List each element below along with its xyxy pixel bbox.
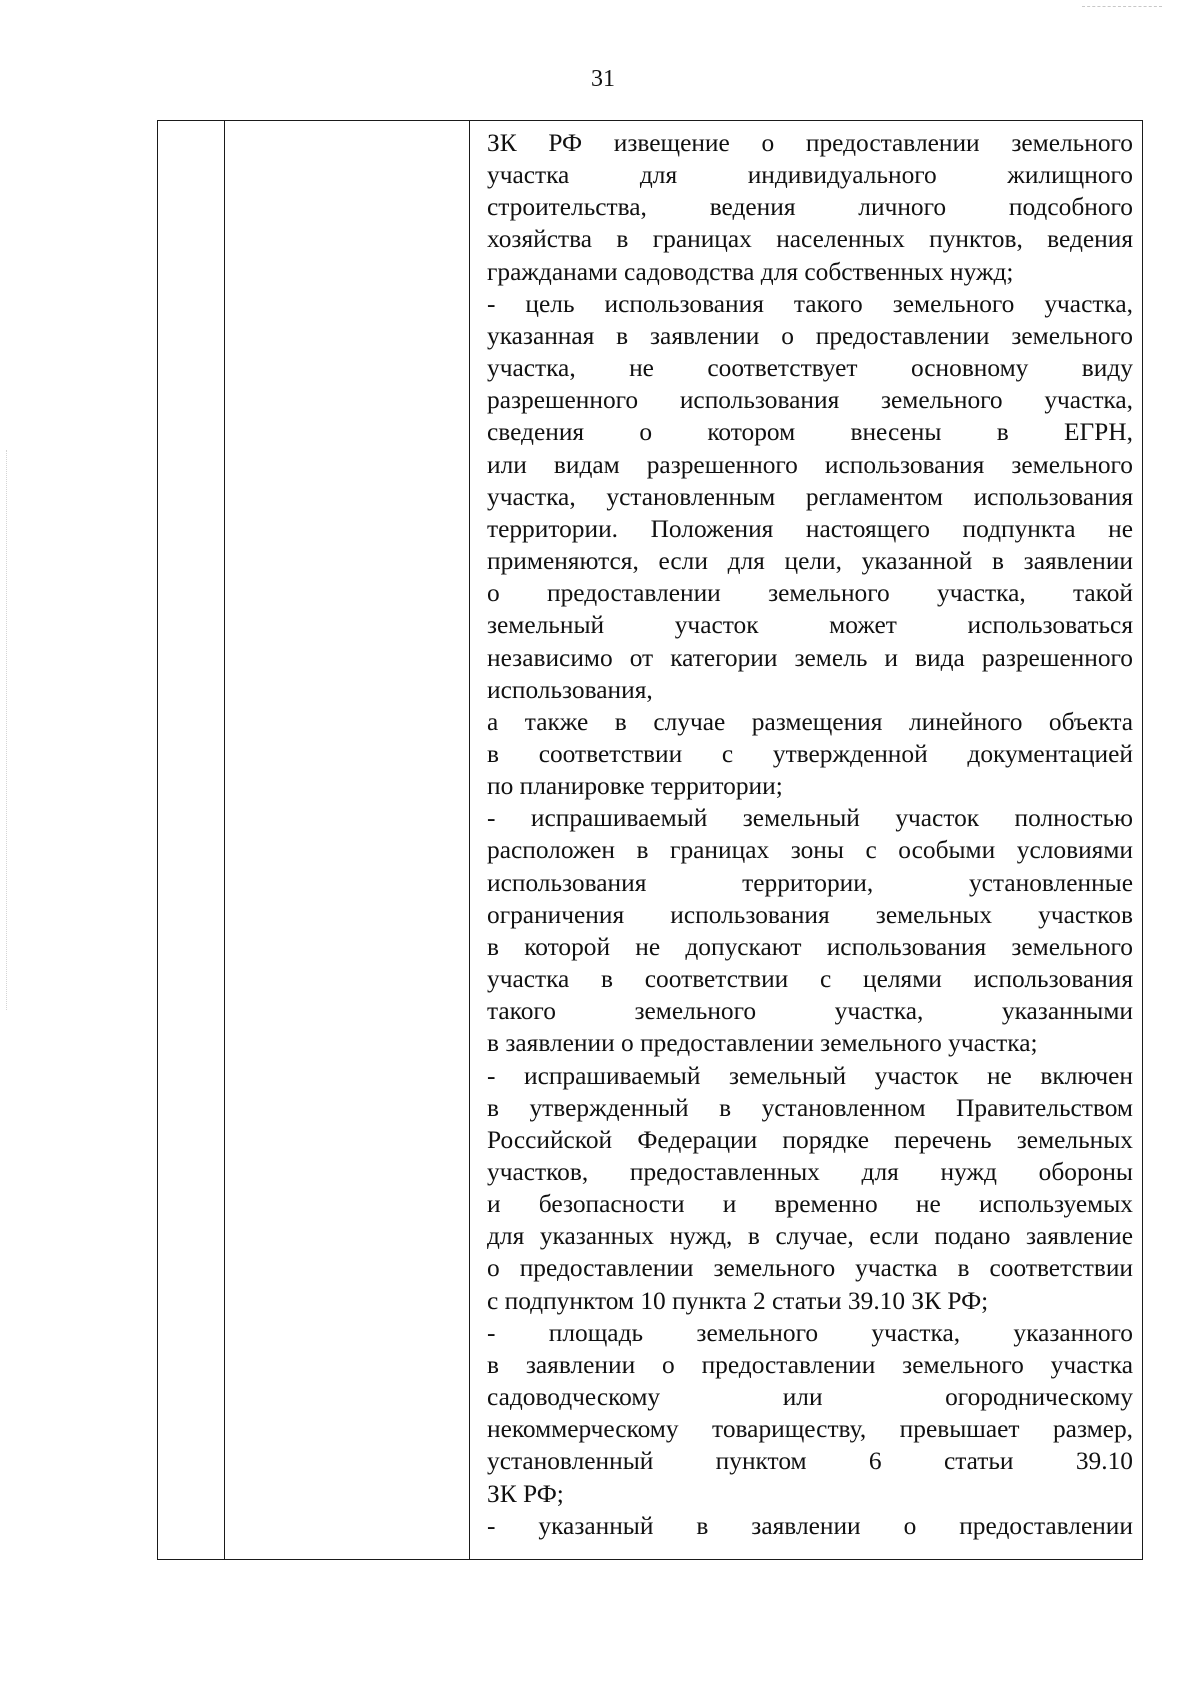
text-line: строительства, ведения личного подсобного xyxy=(487,193,1133,222)
text-line: - указанный в заявлении о предоставлении xyxy=(487,1511,1133,1540)
text-line: участка, не соответствует основному виду xyxy=(487,354,1133,383)
text-line: такого земельного участка, указанными xyxy=(487,997,1133,1026)
text-line: земельный участок может использоваться xyxy=(487,611,1133,640)
text-line: независимо от категории земель и вида разрешенного xyxy=(487,643,1133,672)
text-line: садоводческому или огородническому xyxy=(487,1383,1133,1412)
text-line: о предоставлении земельного участка в соответствии xyxy=(487,1254,1133,1283)
text-line: в утвержденный в установленном Правительством xyxy=(487,1093,1133,1122)
text-line: по планировке территории; xyxy=(487,772,783,801)
text-line: в которой не допускают использования земельного xyxy=(487,932,1133,961)
text-line: использования территории, установленные xyxy=(487,868,1133,897)
text-line: о предоставлении земельного участка, такой xyxy=(487,579,1133,608)
text-line: в соответствии с утвержденной документацией xyxy=(487,739,1133,768)
text-line: - площадь земельного участка, указанного xyxy=(487,1318,1133,1347)
text-line: или видам разрешенного использования земельного xyxy=(487,450,1133,479)
text-line: в заявлении о предоставлении земельного участка xyxy=(487,1350,1133,1379)
text-line: и безопасности и временно не используемых xyxy=(487,1190,1133,1219)
table-cell-text xyxy=(487,127,1133,1542)
text-line: хозяйства в границах населенных пунктов, ведения xyxy=(487,225,1133,254)
column-divider xyxy=(224,121,225,1559)
text-line: - испрашиваемый земельный участок не включен xyxy=(487,1061,1133,1090)
text-line: применяются, если для цели, указанной в заявлении xyxy=(487,547,1133,576)
text-line: участка для индивидуального жилищного xyxy=(487,161,1133,190)
text-line: для указанных нужд, в случае, если подано заявление xyxy=(487,1222,1133,1251)
text-line: ограничения использования земельных участков xyxy=(487,900,1133,929)
text-line: гражданами садоводства для собственных нужд; xyxy=(487,257,1014,286)
text-line: в заявлении о предоставлении земельного участка; xyxy=(487,1029,1038,1058)
text-line: участка в соответствии с целями использования xyxy=(487,965,1133,994)
text-line: - испрашиваемый земельный участок полностью xyxy=(487,804,1133,833)
text-line: с подпунктом 10 пункта 2 статьи 39.10 ЗК РФ; xyxy=(487,1286,989,1315)
text-line: установленный пунктом 6 статьи 39.10 xyxy=(487,1447,1133,1476)
text-line: некоммерческому товариществу, превышает размер, xyxy=(487,1415,1133,1444)
text-line: разрешенного использования земельного участка, xyxy=(487,386,1133,415)
text-line: ЗК РФ; xyxy=(487,1479,564,1508)
text-line: а также в случае размещения линейного объекта xyxy=(487,707,1133,736)
document-table xyxy=(157,120,1143,1560)
column-divider xyxy=(469,121,470,1559)
page-number: 31 xyxy=(591,66,615,92)
text-line: Российской Федерации порядке перечень земельных xyxy=(487,1125,1133,1154)
scan-dots xyxy=(6,450,8,1010)
text-line: участков, предоставленных для нужд обороны xyxy=(487,1158,1133,1186)
text-line: расположен в границах зоны с особыми условиями xyxy=(487,836,1133,865)
text-line: использования, xyxy=(487,675,653,704)
text-line: сведения о котором внесены в ЕГРН, xyxy=(487,418,1133,447)
text-line: территории. Положения настоящего подпункта не xyxy=(487,514,1133,543)
scan-mark xyxy=(1082,6,1162,9)
text-line: ЗК РФ извещение о предоставлении земельного xyxy=(487,129,1133,157)
text-line: указанная в заявлении о предоставлении земельного xyxy=(487,321,1133,350)
text-line: - цель использования такого земельного участка, xyxy=(487,289,1133,318)
text-line: участка, установленным регламентом использования xyxy=(487,482,1133,511)
